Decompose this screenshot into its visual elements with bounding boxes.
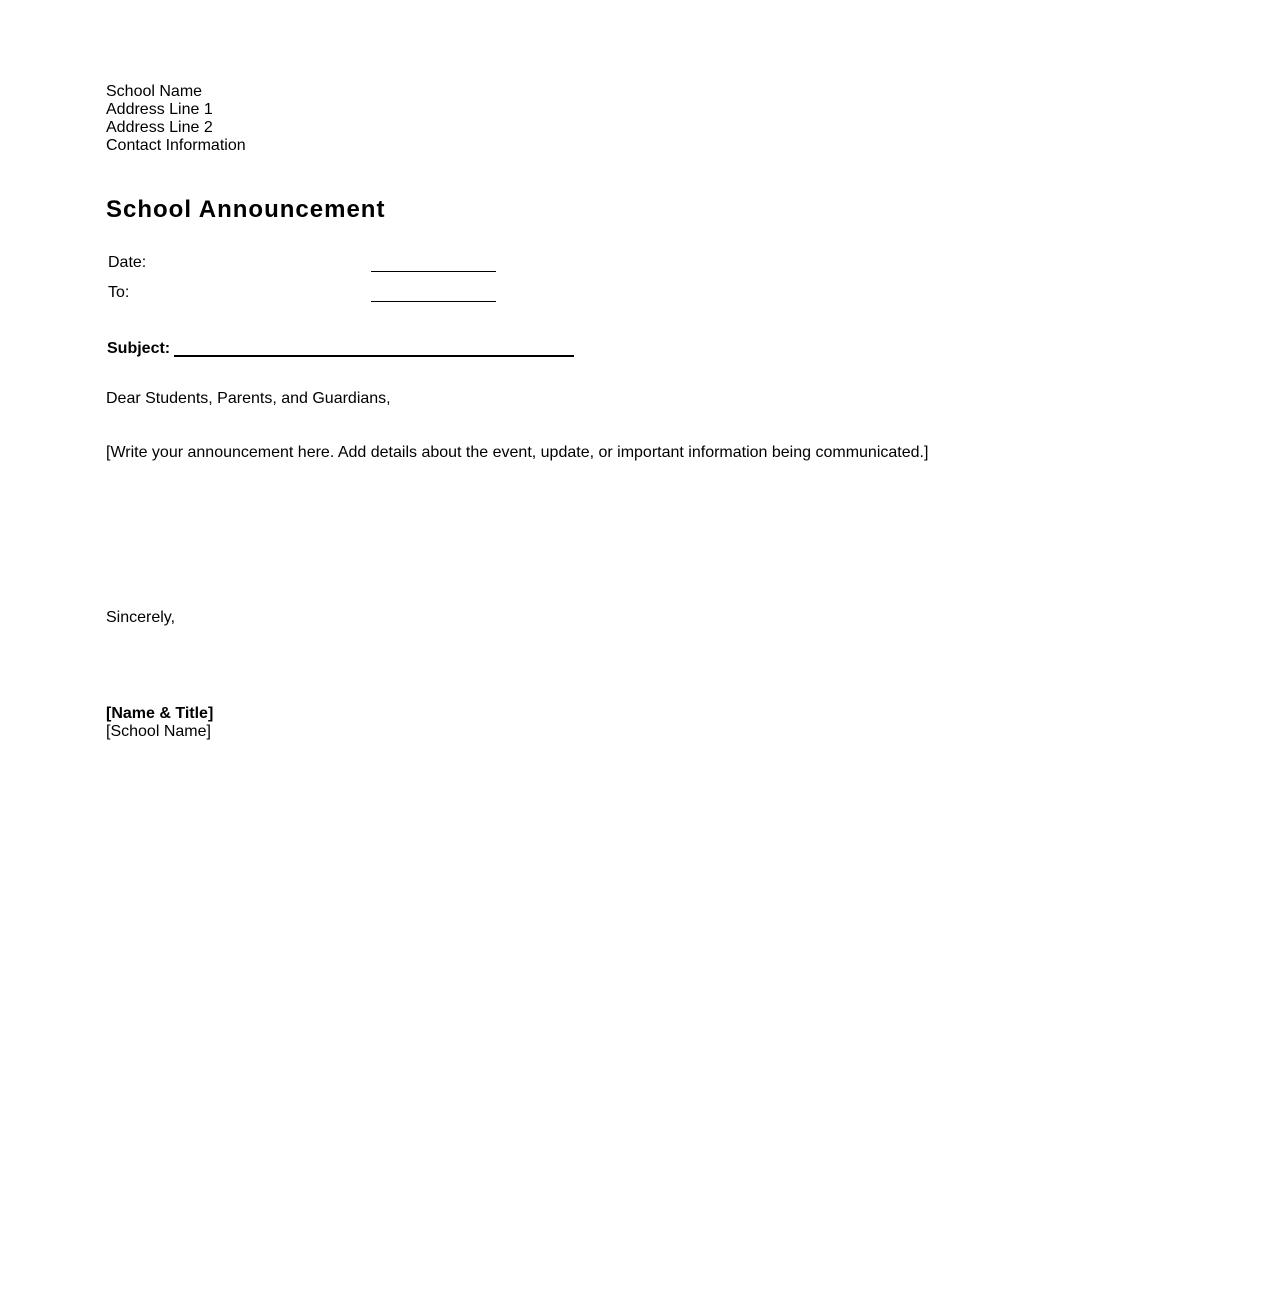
date-label: Date: [108,254,147,271]
to-field [108,284,508,304]
announcement-title: School Announcement [106,196,386,223]
signature-school-name: [School Name] [106,723,211,740]
subject-field [107,340,577,360]
closing: Sincerely, [106,609,176,626]
signature-block [106,705,213,741]
salutation: Dear Students, Parents, and Guardians, [106,390,391,407]
to-blank-line [371,301,496,302]
address-line-1: Address Line 1 [106,101,213,118]
date-field [108,254,508,274]
address-line-2: Address Line 2 [106,119,213,136]
announcement-body: [Write your announcement here. Add details about the event, update, or important information being communicated.] [106,444,929,461]
subject-blank-line [174,355,574,357]
contact-information: Contact Information [106,137,246,154]
school-header [106,83,246,155]
school-name: School Name [106,83,203,100]
to-label: To: [108,284,130,301]
signature-name-title: [Name & Title] [106,705,214,722]
date-blank-line [371,271,496,272]
subject-label: Subject: [107,340,171,357]
